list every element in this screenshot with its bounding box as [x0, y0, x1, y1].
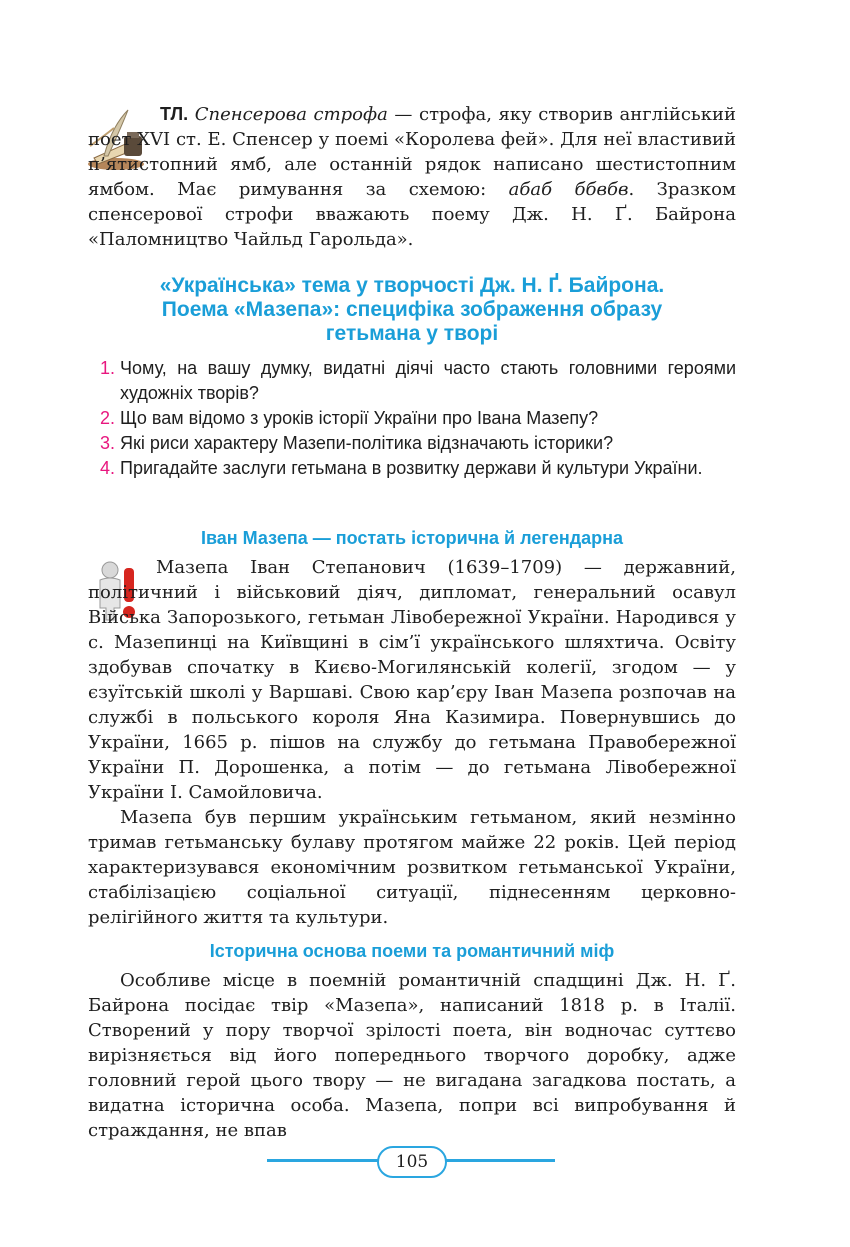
list-item — [100, 431, 736, 456]
list-item — [100, 406, 736, 431]
paragraph: Особливе місце в поемній романтичній спадщині Дж. Н. Ґ. Байрона посідає твір «Мазепа», написаний 1818 р. в Італії. Створений у пору творчої зрілості поета, він водночас суттєво вирізняється від його попереднього творчого доробку, адже головний герой цього твору — не вигадана загадкова постать, а видатна історична особа. Мазепа, попри всі випробування й страждання, не впав — [88, 970, 736, 1141]
paragraph: Мазепа Іван Степанович (1639–1709) — державний, політичний і військовий діяч, дипломат, генеральний осавул Війська Запорозького, гетьман Лівобережної України. Народився у с. Мазепинці на Київщині в сім’ї українського шляхтича. Освіту здобував спочатку в Києво-Могилянській колегії, згодом — у єзуїтській школі у Варшаві. Свою кар’єру Іван Мазепа розпочав на службі в польського короля Яна Казимира. Повернувшись до України, 1665 р. пішов на службу до гетьмана Правобережної України П. Дорошенка, а потім — до гетьмана Лівобережної України І. Самойловича. — [88, 557, 736, 803]
section-title-line-3: гетьмана у творі — [325, 322, 499, 345]
list-item — [100, 356, 736, 406]
section-title — [88, 274, 736, 346]
question-text: Які риси характеру Мазепи-політика відзначають історики? — [120, 433, 614, 453]
question-number: 1. — [100, 358, 116, 378]
page-rule-left — [267, 1159, 379, 1162]
section-title-line-2: Поема «Мазепа»: специфіка зображення образу — [161, 298, 663, 321]
question-number: 3. — [100, 433, 116, 453]
question-number: 4. — [100, 458, 116, 478]
page-number: 105 — [377, 1146, 447, 1178]
question-text: Пригадайте заслуги гетьмана в розвитку держави й культури України. — [120, 458, 703, 478]
rhyme-scheme: абаб ббвбв — [508, 179, 629, 200]
section-title-line-1: «Українська» тема у творчості Дж. Н. Ґ. Байрона. — [159, 274, 665, 297]
question-list — [100, 356, 736, 481]
page-rule-right — [441, 1159, 555, 1162]
subsection-title-mazepa: Іван Мазепа — постать історична й легендарна — [200, 528, 624, 548]
question-text: Що вам відомо з уроків історії України про Івана Мазепу? — [120, 408, 599, 428]
mazepa-bio — [88, 555, 736, 930]
paragraph: Мазепа був першим українським гетьманом, який незмінно тримав гетьманську булаву протягом майже 22 років. Цей період характеризувався економічним розвитком гетьманської України, стабілізацією соціальної ситуації, піднесенням церковно-релігійного життя та культури. — [88, 807, 736, 928]
tl-label: ТЛ. — [160, 104, 189, 124]
question-number: 2. — [100, 408, 116, 428]
term-definition — [88, 102, 736, 252]
term-text-end: . Зразком спенсерової строфи вважають поему Дж. Н. Ґ. Байрона «Паломництво Чайльд Гарольда». — [88, 179, 736, 250]
list-item — [100, 456, 736, 481]
subsection-title-history: Історична основа поеми та романтичний міф — [209, 941, 615, 961]
poem-history — [88, 968, 736, 1143]
page-number-bar — [267, 1146, 555, 1176]
question-text: Чому, на вашу думку, видатні діячі часто стають головними героями художніх творів? — [120, 358, 736, 403]
term-text: — строфа, яку створив англійський поет XVI ст. Е. Спенсер у поемі «Королева фей». Для неї властивий п’ятистопний ямб, але останній рядок написано шестистопним ямбом. Має римування за схемою: — [88, 104, 736, 200]
term: Спенсерова строфа — [194, 104, 388, 125]
